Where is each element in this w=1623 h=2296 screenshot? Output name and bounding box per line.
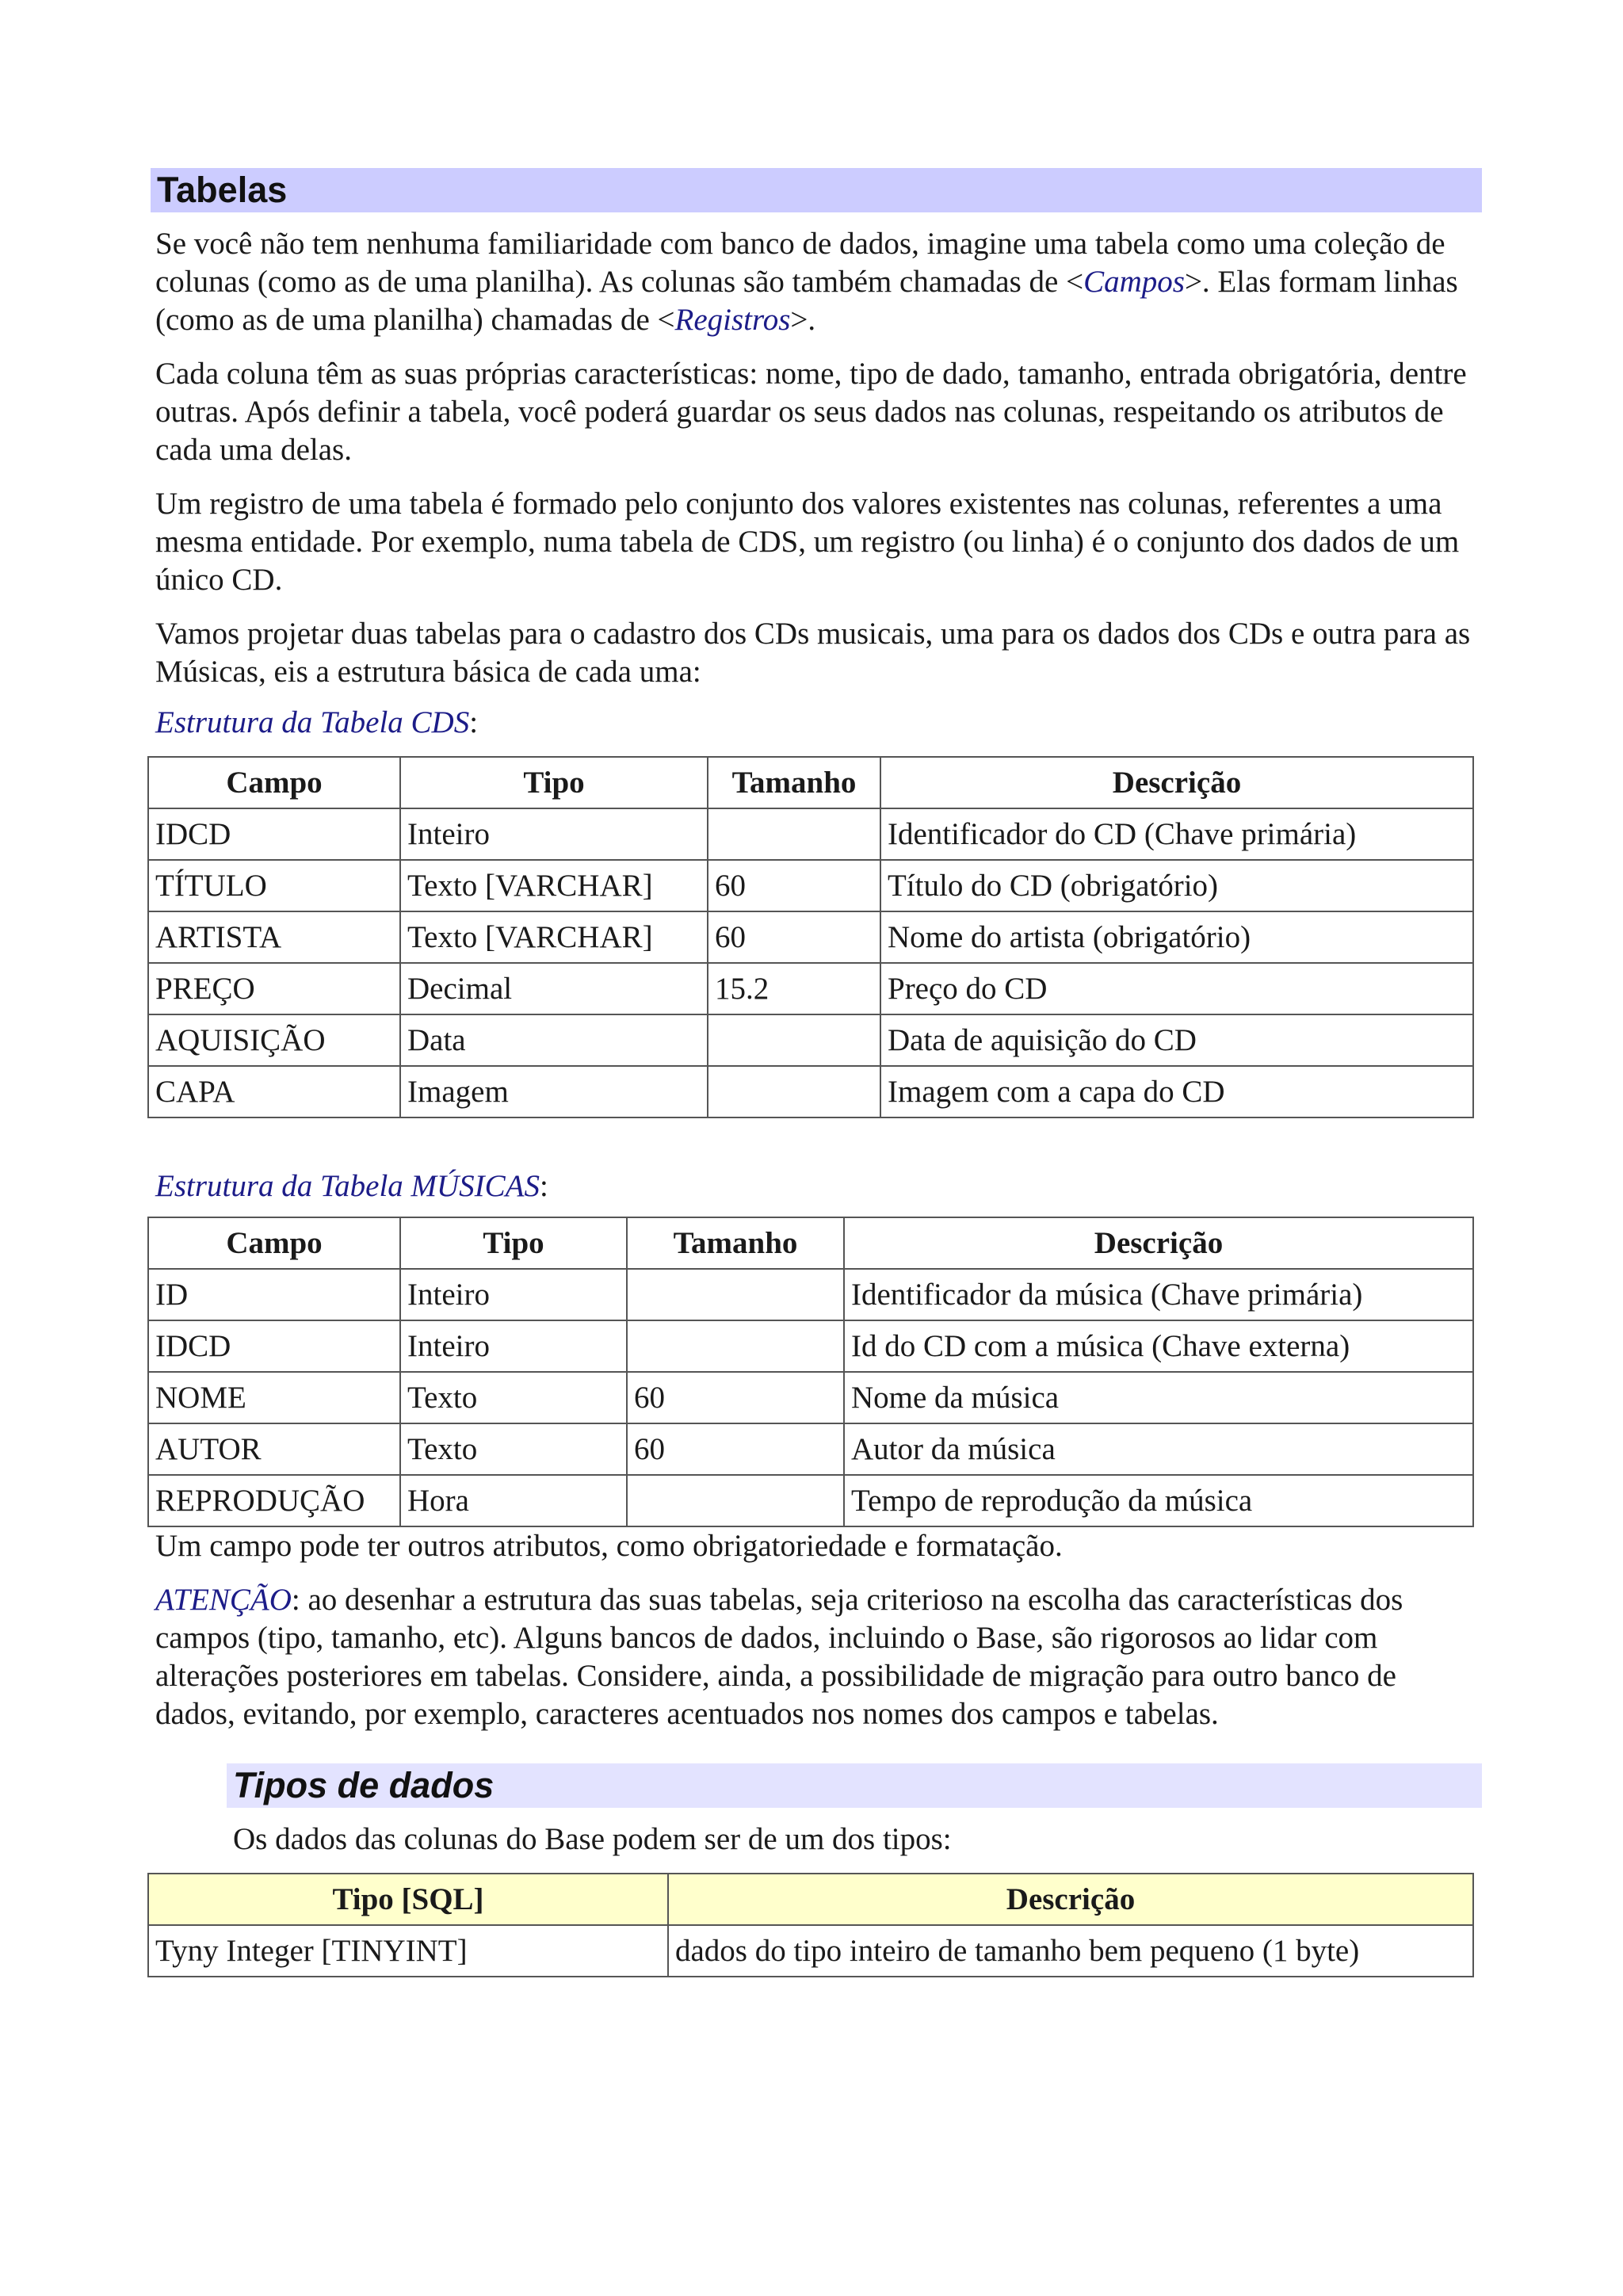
table-cell: Preço do CD [880,963,1473,1014]
campos-term: Campos [1083,265,1185,299]
table-cell: IDCD [148,1320,400,1372]
header-tipo: Tipo [400,1217,627,1269]
table-cell [708,1014,880,1066]
table-cell: Texto [VARCHAR] [400,860,708,911]
table-cell: dados do tipo inteiro de tamanho bem pequeno (1 byte) [668,1925,1473,1977]
table-cell: Autor da música [844,1423,1473,1475]
table-cell: Inteiro [400,1320,627,1372]
table-header-row [148,1217,1473,1269]
table-cell: Data de aquisição do CD [880,1014,1473,1066]
table-cell: Id do CD com a música (Chave externa) [844,1320,1473,1372]
table-row [148,1269,1473,1320]
caption-suffix: : [469,705,479,739]
table-header-row [148,1874,1473,1925]
table-cell: Título do CD (obrigatório) [880,860,1473,911]
attention-paragraph [151,1581,1482,1733]
table-cell: Texto [400,1423,627,1475]
table-cell [708,1066,880,1117]
table-cds [147,756,1474,1118]
table-cell: AUTOR [148,1423,400,1475]
table-row [148,808,1473,860]
table-cell: REPRODUÇÃO [148,1475,400,1526]
table-cell: Inteiro [400,1269,627,1320]
caption-suffix: : [540,1169,548,1203]
table-cell: Imagem com a capa do CD [880,1066,1473,1117]
table-cds-caption [151,704,1482,742]
table-cell: 60 [627,1372,844,1423]
table-row [148,1475,1473,1526]
header-tamanho: Tamanho [627,1217,844,1269]
table-cell [627,1475,844,1526]
table-row [148,1014,1473,1066]
attention-text: : ao desenhar a estrutura das suas tabelas, seja criterioso na escolha das características dos campos (tipo, tamanho, etc). Alguns bancos de dados, incluindo o Base, são rigorosos ao lidar com alterações posteriores em tabelas. Considere, ainda, a possibilidade de migração para outro banco de dados, evitando, por exemplo, caracteres acentuados nos nomes dos campos e tabelas. [155,1583,1403,1731]
table-row [148,1925,1473,1977]
text-run: >. Elas formam linhas (como as de uma planilha) chamadas de < [155,265,1458,337]
intro-paragraph-3: Um registro de uma tabela é formado pelo conjunto dos valores existentes nas colunas, referentes a uma mesma entidade. Por exemplo, numa tabela de CDS, um registro (ou linha) é o conjunto dos dados de um único CD. [155,487,1460,597]
attributes-paragraph: Um campo pode ter outros atributos, como obrigatoriedade e formatação. [155,1529,1063,1563]
table-cell: Identificador da música (Chave primária) [844,1269,1473,1320]
table-cell: ID [148,1269,400,1320]
table-cell: IDCD [148,808,400,860]
attention-label: ATENÇÃO [155,1583,292,1617]
table-cell: Tyny Integer [TINYINT] [148,1925,668,1977]
table-cell: TÍTULO [148,860,400,911]
caption-text: Estrutura da Tabela CDS [155,705,470,739]
registros-term: Registros [674,303,791,337]
table-cell: Nome da música [844,1372,1473,1423]
table-cell: 60 [627,1423,844,1475]
header-campo: Campo [148,1217,400,1269]
intro-paragraph-1 [151,225,1482,339]
header-descricao: Descrição [880,757,1473,808]
table-row [148,1372,1473,1423]
subsection-heading: Tipos de dados [227,1763,1482,1808]
table-row [148,911,1473,963]
table-cell: NOME [148,1372,400,1423]
table-cell: ARTISTA [148,911,400,963]
header-campo: Campo [148,757,400,808]
subsection-intro: Os dados das colunas do Base podem ser de um dos tipos: [233,1822,952,1856]
table-cell: 60 [708,860,880,911]
table-cell: Inteiro [400,808,708,860]
header-tipo-sql: Tipo [SQL] [148,1874,668,1925]
intro-paragraph-2: Cada coluna têm as suas próprias características: nome, tipo de dado, tamanho, entrada obrigatória, dentre outras. Após definir a tabela, você poderá guardar os seus dados nas colunas, respeitando os atributos de cada uma delas. [155,357,1467,467]
table-row [148,860,1473,911]
table-cell: Texto [400,1372,627,1423]
header-descricao: Descrição [668,1874,1473,1925]
text-run: Se você não tem nenhuma familiaridade com banco de dados, imagine uma tabela como uma coleção de colunas (como as de uma planilha). As colunas são também chamadas de < [155,227,1445,299]
header-tamanho: Tamanho [708,757,880,808]
table-cell: 60 [708,911,880,963]
table-cell: Data [400,1014,708,1066]
table-cell [627,1269,844,1320]
table-cell: Hora [400,1475,627,1526]
table-cell: Decimal [400,963,708,1014]
table-cell: AQUISIÇÃO [148,1014,400,1066]
caption-text: Estrutura da Tabela MÚSICAS [155,1169,540,1203]
table-cell: Imagem [400,1066,708,1117]
intro-paragraph-4: Vamos projetar duas tabelas para o cadastro dos CDs musicais, uma para os dados dos CDs e outra para as Músicas, eis a estrutura básica de cada uma: [155,617,1471,689]
table-header-row [148,757,1473,808]
table-cell: CAPA [148,1066,400,1117]
table-cell: Tempo de reprodução da música [844,1475,1473,1526]
table-musicas-caption [151,1167,1482,1205]
table-row [148,1066,1473,1117]
table-cell: 15.2 [708,963,880,1014]
document-page [151,168,1482,1977]
header-descricao: Descrição [844,1217,1473,1269]
table-row [148,1423,1473,1475]
table-row [148,963,1473,1014]
text-run: >. [790,303,816,337]
table-tipos [147,1873,1474,1977]
table-musicas [147,1217,1474,1527]
section-heading: Tabelas [151,168,1482,212]
table-cell: Texto [VARCHAR] [400,911,708,963]
table-row [148,1320,1473,1372]
table-cell [627,1320,844,1372]
table-cell [708,808,880,860]
table-cell: PREÇO [148,963,400,1014]
header-tipo: Tipo [400,757,708,808]
table-cell: Nome do artista (obrigatório) [880,911,1473,963]
table-cell: Identificador do CD (Chave primária) [880,808,1473,860]
